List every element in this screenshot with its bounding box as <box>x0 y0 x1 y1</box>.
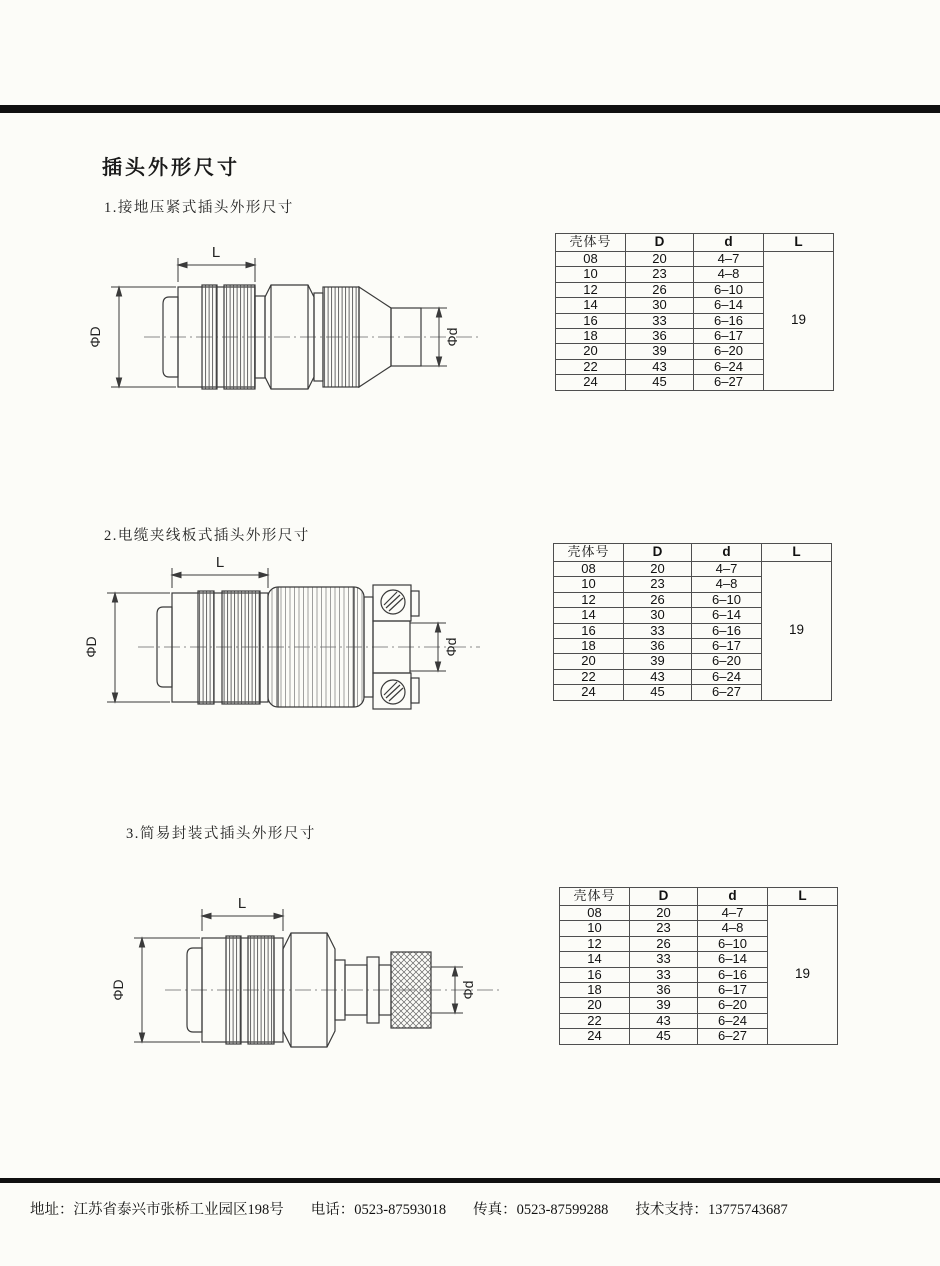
table-cell: 6–17 <box>694 328 764 343</box>
table-cell: 6–16 <box>694 313 764 328</box>
table-cell: 6–17 <box>698 982 768 997</box>
dimension-table-2 <box>553 543 832 701</box>
table-cell: 08 <box>554 562 624 577</box>
length-dimension <box>172 568 268 588</box>
dim-label-length: L <box>211 244 221 261</box>
table-cell: 4–7 <box>694 252 764 267</box>
table-cell: 14 <box>554 608 624 623</box>
table-cell: 23 <box>624 577 692 592</box>
table-cell: 16 <box>554 623 624 638</box>
l-value-cell: 19 <box>764 252 834 391</box>
table-cell: 4–8 <box>698 921 768 936</box>
table-row <box>560 906 838 921</box>
section-1-heading: 1.接地压紧式插头外形尺寸 <box>104 200 294 216</box>
table-cell: 6–10 <box>694 282 764 297</box>
dim-label-length: L <box>215 554 225 571</box>
table-cell: 33 <box>624 623 692 638</box>
footer-support-label: 技术支持： <box>635 1202 708 1218</box>
table-cell: 33 <box>630 952 698 967</box>
length-dimension <box>178 258 255 282</box>
table-cell: 20 <box>624 562 692 577</box>
table-cell: 12 <box>560 936 630 951</box>
table-cell: 20 <box>554 654 624 669</box>
table-cell: 10 <box>560 921 630 936</box>
table-cell: 45 <box>626 375 694 390</box>
table-header-row <box>560 888 838 906</box>
section-3-heading: 3.简易封装式插头外形尺寸 <box>126 826 316 842</box>
table-cell: 24 <box>560 1029 630 1044</box>
table-cell: 24 <box>556 375 626 390</box>
column-header: d <box>692 544 762 562</box>
column-header: D <box>624 544 692 562</box>
length-dimension <box>202 909 283 931</box>
table-cell: 14 <box>560 952 630 967</box>
footer-phone-label: 电话： <box>310 1202 355 1218</box>
table-row <box>554 562 832 577</box>
table-cell: 4–7 <box>698 906 768 921</box>
table-cell: 6–27 <box>692 685 762 700</box>
drawing-grounding-compression-plug <box>78 230 488 415</box>
dim-label-inner-diameter: Φd <box>444 327 460 347</box>
table-cell: 12 <box>556 282 626 297</box>
table-cell: 08 <box>556 252 626 267</box>
table-cell: 30 <box>624 608 692 623</box>
table-cell: 39 <box>626 344 694 359</box>
table-cell: 26 <box>626 282 694 297</box>
table-cell: 26 <box>630 936 698 951</box>
table-cell: 16 <box>556 313 626 328</box>
table-header-row <box>554 544 832 562</box>
footer-address-label: 地址： <box>30 1202 74 1218</box>
footer-divider <box>0 1178 940 1183</box>
table-cell: 30 <box>626 298 694 313</box>
drawing-cable-clamp-plug <box>72 545 492 735</box>
footer-phone-value: 0523-87593018 <box>354 1202 447 1218</box>
outer-diameter-dimension <box>111 287 176 387</box>
column-header: L <box>764 234 834 252</box>
table-cell: 6–16 <box>692 623 762 638</box>
table-cell: 43 <box>624 669 692 684</box>
table-cell: 4–8 <box>694 267 764 282</box>
dimension-table-3 <box>559 887 838 1045</box>
table-cell: 36 <box>630 982 698 997</box>
table-cell: 6–10 <box>698 936 768 951</box>
column-header: D <box>626 234 694 252</box>
table-cell: 33 <box>626 313 694 328</box>
drawing-simple-package-plug <box>95 885 515 1075</box>
table-cell: 16 <box>560 967 630 982</box>
table-cell: 18 <box>560 982 630 997</box>
dimension-table-1 <box>555 233 834 391</box>
column-header: 壳体号 <box>556 234 626 252</box>
table-cell: 18 <box>554 638 624 653</box>
table-cell: 6–17 <box>692 638 762 653</box>
table-cell: 6–14 <box>694 298 764 313</box>
footer-phone <box>311 1198 446 1219</box>
section-2-heading: 2.电缆夹线板式插头外形尺寸 <box>104 528 310 544</box>
column-header: d <box>694 234 764 252</box>
table-cell: 33 <box>630 967 698 982</box>
table-cell: 08 <box>560 906 630 921</box>
table-cell: 24 <box>554 685 624 700</box>
table-cell: 6–20 <box>692 654 762 669</box>
table-cell: 18 <box>556 328 626 343</box>
dim-label-inner-diameter: Φd <box>443 637 459 657</box>
column-header: 壳体号 <box>560 888 630 906</box>
top-divider-bar <box>0 105 940 113</box>
footer-fax-value: 0523-87599288 <box>516 1202 609 1218</box>
dim-label-outer-diameter: ΦD <box>110 979 126 1001</box>
dim-label-inner-diameter: Φd <box>460 980 476 1000</box>
table-cell: 36 <box>626 328 694 343</box>
column-header: L <box>768 888 838 906</box>
footer-address-value: 江苏省泰兴市张桥工业园区198号 <box>73 1202 284 1218</box>
table-cell: 6–27 <box>694 375 764 390</box>
page-title: 插头外形尺寸 <box>102 157 240 179</box>
table-cell: 26 <box>624 592 692 607</box>
column-header: d <box>698 888 768 906</box>
table-cell: 6–24 <box>692 669 762 684</box>
table-cell: 45 <box>624 685 692 700</box>
table-cell: 10 <box>556 267 626 282</box>
table-cell: 6–14 <box>692 608 762 623</box>
table-cell: 22 <box>554 669 624 684</box>
table-cell: 6–27 <box>698 1029 768 1044</box>
table-cell: 20 <box>556 344 626 359</box>
table-cell: 12 <box>554 592 624 607</box>
table-cell: 43 <box>626 359 694 374</box>
table-cell: 23 <box>630 921 698 936</box>
table-cell: 4–7 <box>692 562 762 577</box>
footer-support-value: 13775743687 <box>707 1202 788 1218</box>
table-cell: 39 <box>624 654 692 669</box>
table-cell: 20 <box>630 906 698 921</box>
l-value-cell: 19 <box>768 906 838 1045</box>
table-cell: 10 <box>554 577 624 592</box>
dim-label-outer-diameter: ΦD <box>83 636 99 658</box>
table-cell: 6–14 <box>698 952 768 967</box>
table-cell: 23 <box>626 267 694 282</box>
table-cell: 6–20 <box>694 344 764 359</box>
column-header: L <box>762 544 832 562</box>
dim-label-outer-diameter: ΦD <box>87 326 103 348</box>
table-row <box>556 252 834 267</box>
footer-fax <box>473 1198 608 1219</box>
table-cell: 4–8 <box>692 577 762 592</box>
table-cell: 6–20 <box>698 998 768 1013</box>
dim-label-length: L <box>237 895 247 912</box>
table-cell: 6–24 <box>698 1013 768 1028</box>
footer-fax-label: 传真： <box>473 1202 517 1218</box>
table-cell: 20 <box>626 252 694 267</box>
l-value-cell: 19 <box>762 562 832 701</box>
table-cell: 6–10 <box>692 592 762 607</box>
table-cell: 20 <box>560 998 630 1013</box>
table-cell: 36 <box>624 638 692 653</box>
table-cell: 6–24 <box>694 359 764 374</box>
table-cell: 22 <box>560 1013 630 1028</box>
table-header-row <box>556 234 834 252</box>
table-cell: 22 <box>556 359 626 374</box>
footer <box>30 1198 920 1219</box>
footer-address <box>30 1198 284 1219</box>
table-cell: 45 <box>630 1029 698 1044</box>
footer-support <box>635 1198 787 1219</box>
column-header: 壳体号 <box>554 544 624 562</box>
table-cell: 14 <box>556 298 626 313</box>
table-cell: 39 <box>630 998 698 1013</box>
table-cell: 6–16 <box>698 967 768 982</box>
table-cell: 43 <box>630 1013 698 1028</box>
outer-diameter-dimension <box>107 593 170 702</box>
column-header: D <box>630 888 698 906</box>
